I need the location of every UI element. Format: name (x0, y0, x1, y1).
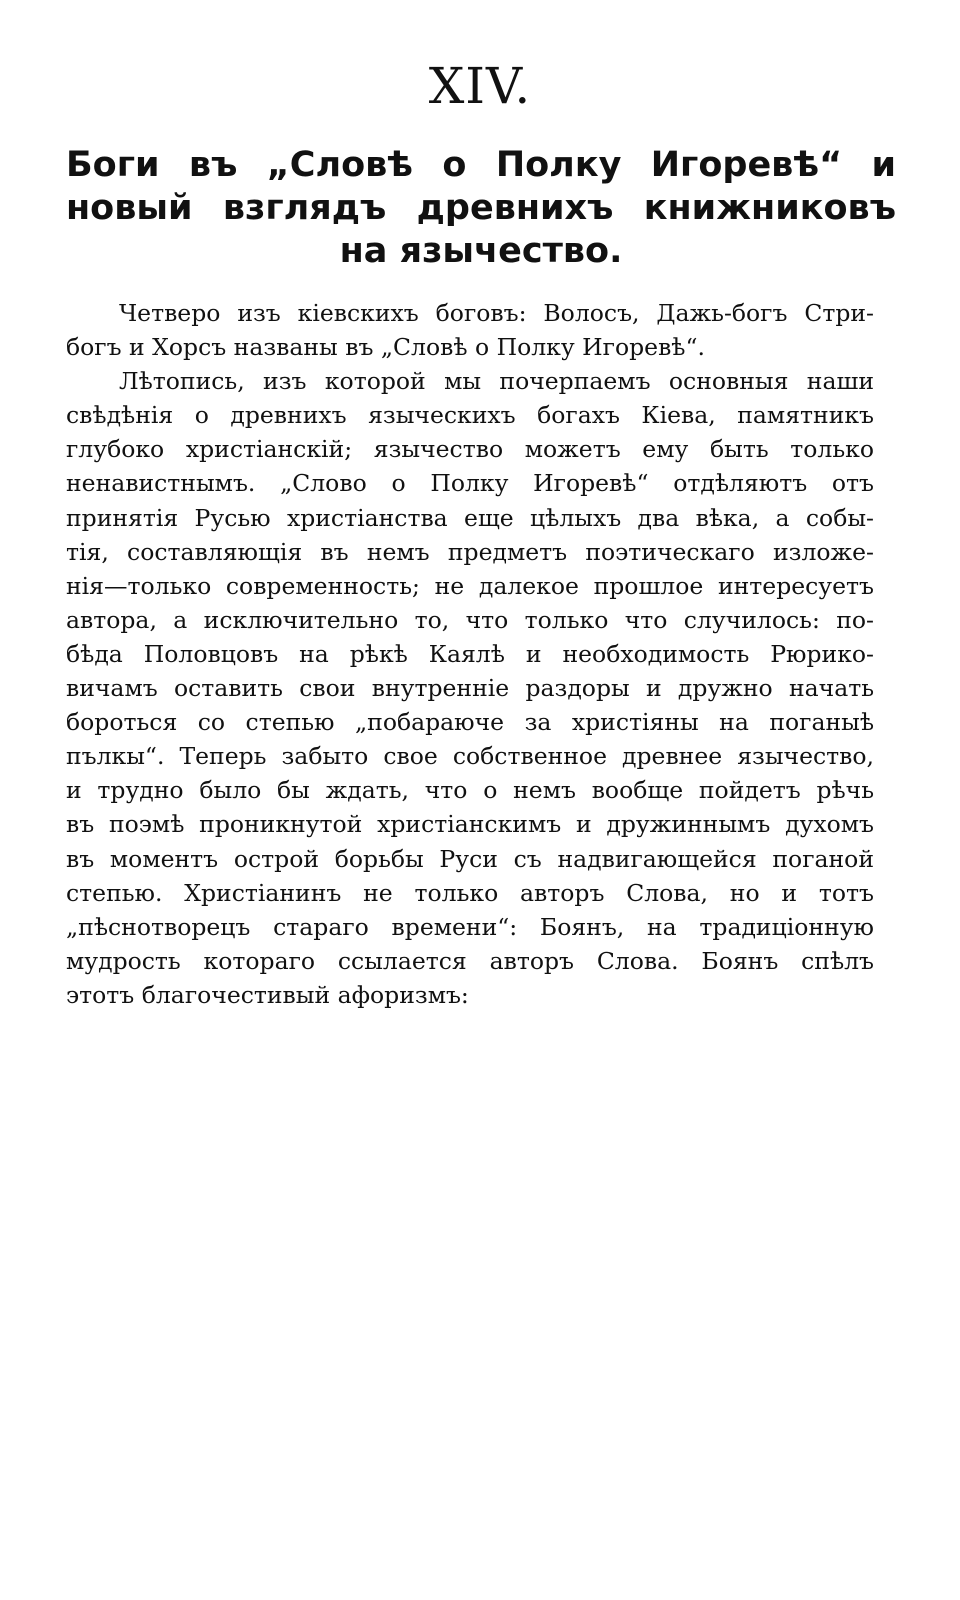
text-line: глубоко христіанскій; язычество можетъ ему быть только (66, 435, 874, 464)
chapter-number: XIV. (428, 57, 532, 115)
text-line: свѣдѣнія о древнихъ языческихъ богахъ Кіева, памятникъ (66, 401, 874, 430)
chapter-title-line: новый взглядъ древнихъ книжниковъ (66, 188, 896, 228)
chapter-title-line: на язычество. (339, 231, 623, 271)
body-text (66, 296, 874, 1012)
text-line: „пѣснотворецъ стараго времени“: Боянъ, на традиціонную (66, 912, 874, 941)
text-line: степью. Христіанинъ не только авторъ Слова, но и тотъ (66, 878, 874, 907)
chapter-title-line: Боги въ „Словѣ о Полку Игоревѣ“ и (66, 145, 896, 185)
text-line: пълкы“. Теперь забыто свое собственное древнее язычество, (66, 742, 874, 771)
text-line: Четверо изъ кіевскихъ боговъ: Волосъ, Дажь-богъ Стри- (119, 299, 874, 327)
text-line: принятія Русью христіанства еще цѣлыхъ два вѣка, а собы- (66, 503, 874, 532)
text-line: вичамъ оставить свои внутренніе раздоры и дружно начать (66, 674, 874, 703)
text-line: въ моментъ острой борьбы Руси съ надвигающейся поганой (66, 844, 874, 873)
paragraph (66, 364, 874, 1012)
text-line: этотъ благочестивый афоризмъ: (66, 980, 469, 1009)
text-line: мудрость котораго ссылается авторъ Слова. Боянъ спѣлъ (66, 946, 874, 975)
text-line: ненавистнымъ. „Слово о Полку Игоревѣ“ отдѣляютъ отъ (66, 469, 874, 498)
text-line: тія, составляющія въ немъ предметъ поэтическаго изложе- (66, 537, 874, 566)
paragraph (66, 296, 874, 364)
text-line: бѣда Половцовъ на рѣкѣ Каялѣ и необходимость Рюрико- (66, 639, 874, 668)
text-line: бороться со степью „побараюче за христіяны на поганыѣ (66, 708, 874, 737)
text-line: богъ и Хорсъ названы въ „Словѣ о Полку Игоревѣ“. (66, 333, 705, 362)
text-line: и трудно было бы ждать, что о немъ вообще пойдетъ рѣчь (66, 776, 874, 805)
text-line: нія—только современность; не далекое прошлое интересуетъ (66, 571, 874, 600)
text-line: въ поэмѣ проникнутой христіанскимъ и дружиннымъ духомъ (66, 810, 874, 839)
text-line: автора, а исключительно то, что только что случилось: по- (66, 605, 874, 634)
text-line: Лѣтопись, изъ которой мы почерпаемъ основныя наши (119, 367, 874, 396)
chapter-title (66, 144, 896, 273)
